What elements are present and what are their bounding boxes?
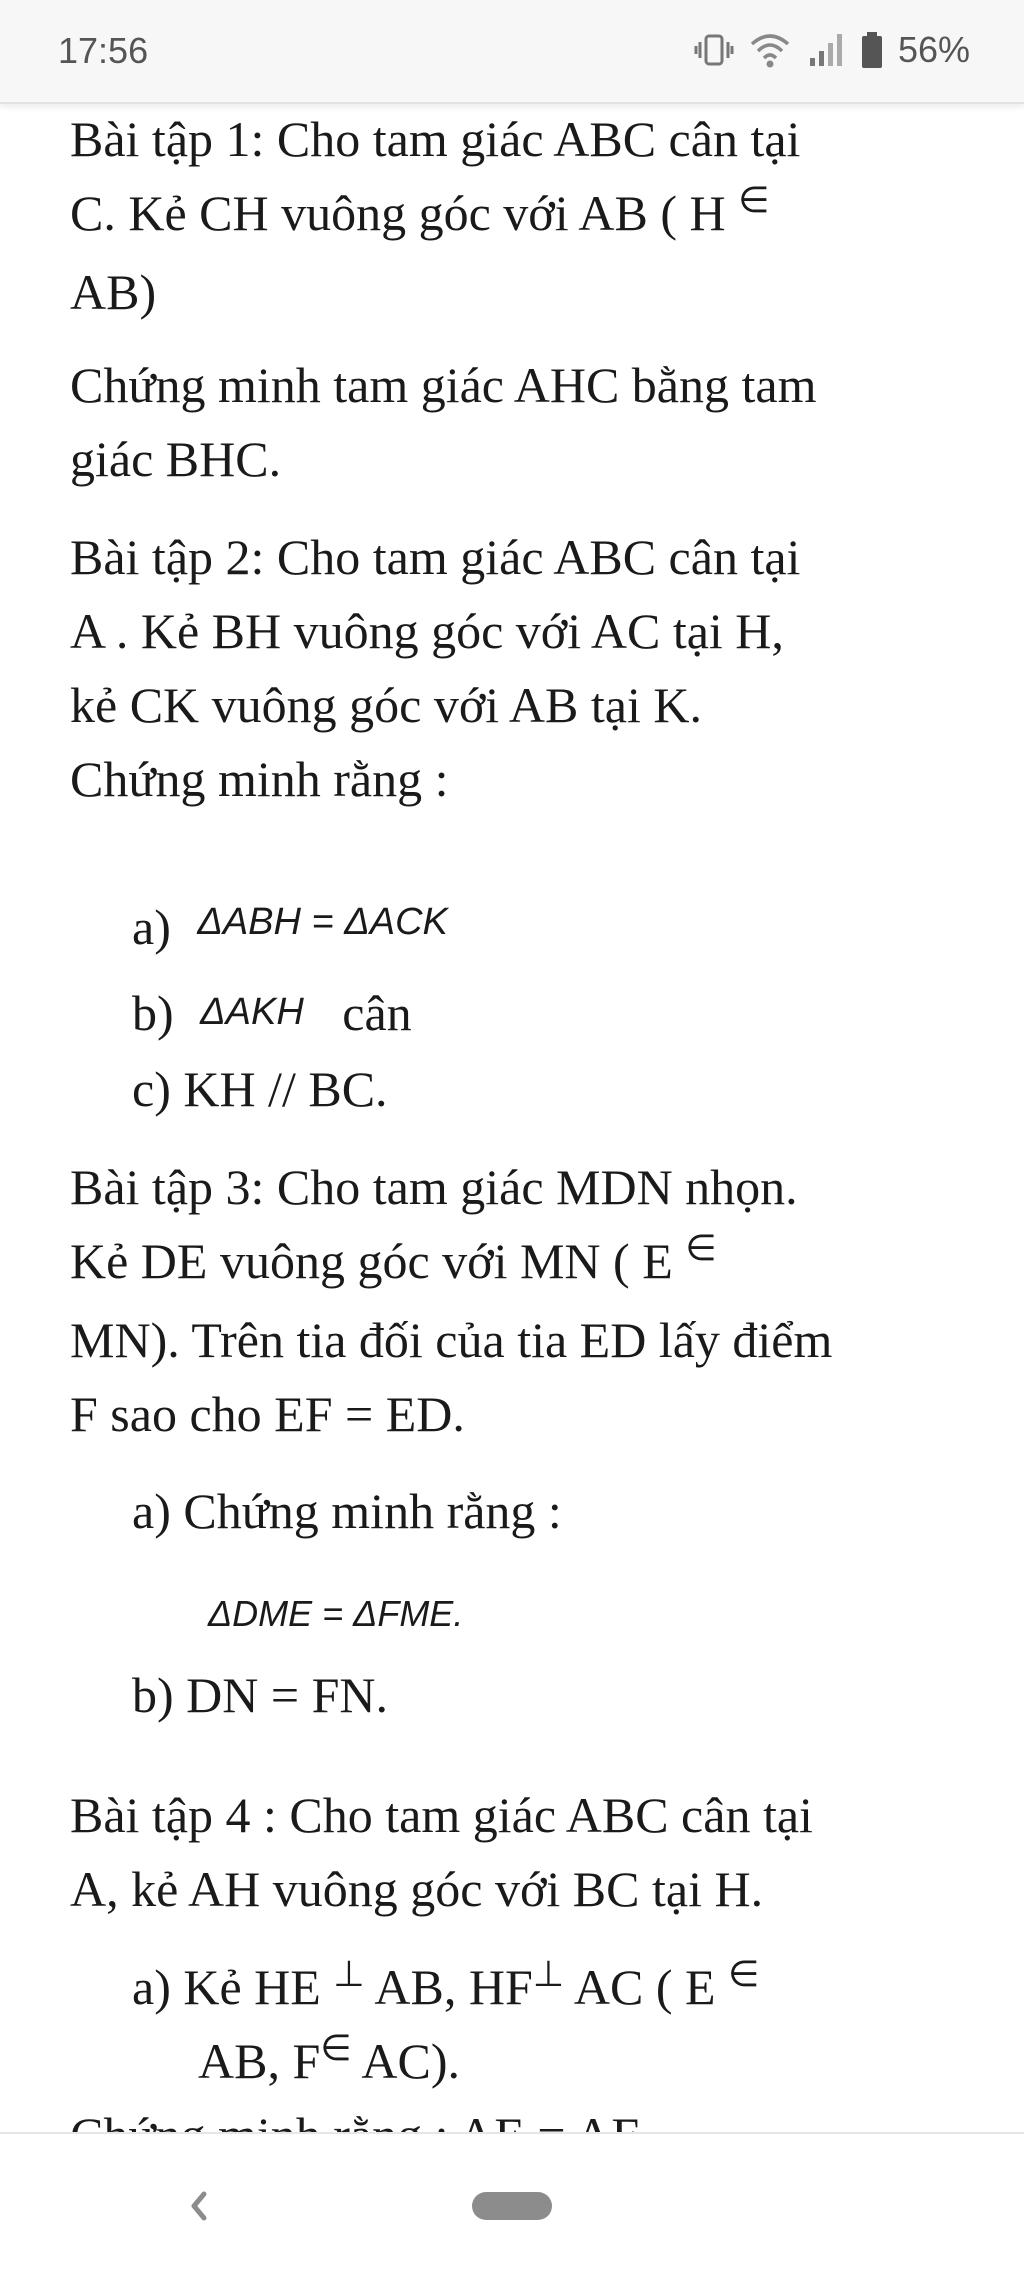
ex2-line-1: Bài tập 2: Cho tam giác ABC cân tại (70, 529, 801, 585)
ex3-line-1: Bài tập 3: Cho tam giác MDN nhọn. (70, 1159, 798, 1215)
ex3-item-a-math (208, 1572, 463, 1651)
ex4-line-2: A, kẻ AH vuông góc với BC tại H. (70, 1861, 764, 1917)
perpendicular-symbol: ⊥ (333, 1953, 365, 1994)
ex1-line-2 (70, 176, 970, 255)
wifi-icon (748, 30, 792, 70)
ex3-item-b: b) DN = FN. (132, 1667, 388, 1723)
battery-icon (860, 30, 884, 70)
ex3-math-expression: ΔDME = ΔFME. (208, 1593, 464, 1634)
ex1-q-line-2: giác BHC. (70, 431, 282, 487)
navigation-bar (0, 2132, 1024, 2277)
exercise-3-paragraph (70, 1150, 970, 1451)
ex4-a-text-5: AC). (351, 2033, 460, 2089)
ex2-line-3: kẻ CK vuông góc với AB tại K. (70, 677, 702, 733)
ex2-item-b (132, 976, 412, 1055)
ex3-line-3: MN). Trên tia đối của tia ED lấy điểm (70, 1312, 833, 1368)
ex4-line-1: Bài tập 4 : Cho tam giác ABC cân tại (70, 1787, 813, 1843)
ex1-line-3: AB) (70, 264, 157, 320)
element-of-symbol: ∈ (738, 179, 770, 220)
ex3-line-2 (70, 1224, 970, 1303)
ex4-item-a-line-2 (198, 2024, 460, 2103)
ex4-a-text-1: a) Kẻ HE (132, 1959, 334, 2015)
ex3-item-a: a) Chứng minh rằng : (132, 1483, 562, 1539)
perpendicular-symbol: ⊥ (532, 1953, 565, 1994)
ex2-item-a (132, 890, 448, 969)
ex2-line-2: A . Kẻ BH vuông góc với AC tại H, (70, 603, 784, 659)
ex3-line-2-text: Kẻ DE vuông góc với MN ( E (70, 1233, 686, 1289)
ex2-item-a-math: ΔABH = ΔACK (197, 901, 448, 943)
status-bar (0, 0, 1024, 104)
ex2-item-b-label: b) (132, 985, 174, 1041)
signal-icon (806, 30, 846, 70)
ex2-item-a-label: a) (132, 899, 171, 955)
ex3-line-4: F sao cho EF = ED. (70, 1386, 465, 1442)
ex2-item-b-math: ΔAKH (200, 991, 304, 1033)
exercise-1-paragraph (70, 102, 970, 329)
document-content[interactable] (0, 102, 1024, 2132)
battery-percent: 56% (897, 29, 970, 70)
ex4-a-text-2: AB, HF (364, 1959, 533, 2015)
home-pill-button[interactable] (472, 2192, 552, 2220)
ex4-a-text-3: AC ( E (564, 1959, 729, 2015)
status-icons (694, 26, 970, 74)
back-icon[interactable] (176, 2174, 220, 2238)
ex1-line-1: Bài tập 1: Cho tam giác ABC cân tại (70, 111, 801, 167)
exercise-4-paragraph (70, 1778, 970, 1926)
status-time: 17:56 (58, 30, 149, 71)
vibrate-icon (694, 30, 734, 70)
ex1-line-2-text: C. Kẻ CH vuông góc với AB ( H (70, 185, 739, 241)
exercise-2-paragraph (70, 520, 970, 816)
element-of-symbol: ∈ (320, 2027, 352, 2068)
element-of-symbol: ∈ (685, 1227, 717, 1268)
ex1-q-line-1: Chứng minh tam giác AHC bằng tam (70, 357, 817, 413)
exercise-1-question (70, 348, 970, 496)
ex2-line-4: Chứng minh rằng : (70, 751, 449, 807)
ex4-item-a-line-1 (132, 1950, 759, 2029)
ex4-a-text-4: AB, F (198, 2033, 321, 2089)
ex2-item-c: c) KH // BC. (132, 1061, 388, 1117)
ex2-item-b-text: cân (342, 985, 412, 1041)
element-of-symbol: ∈ (728, 1953, 760, 1994)
